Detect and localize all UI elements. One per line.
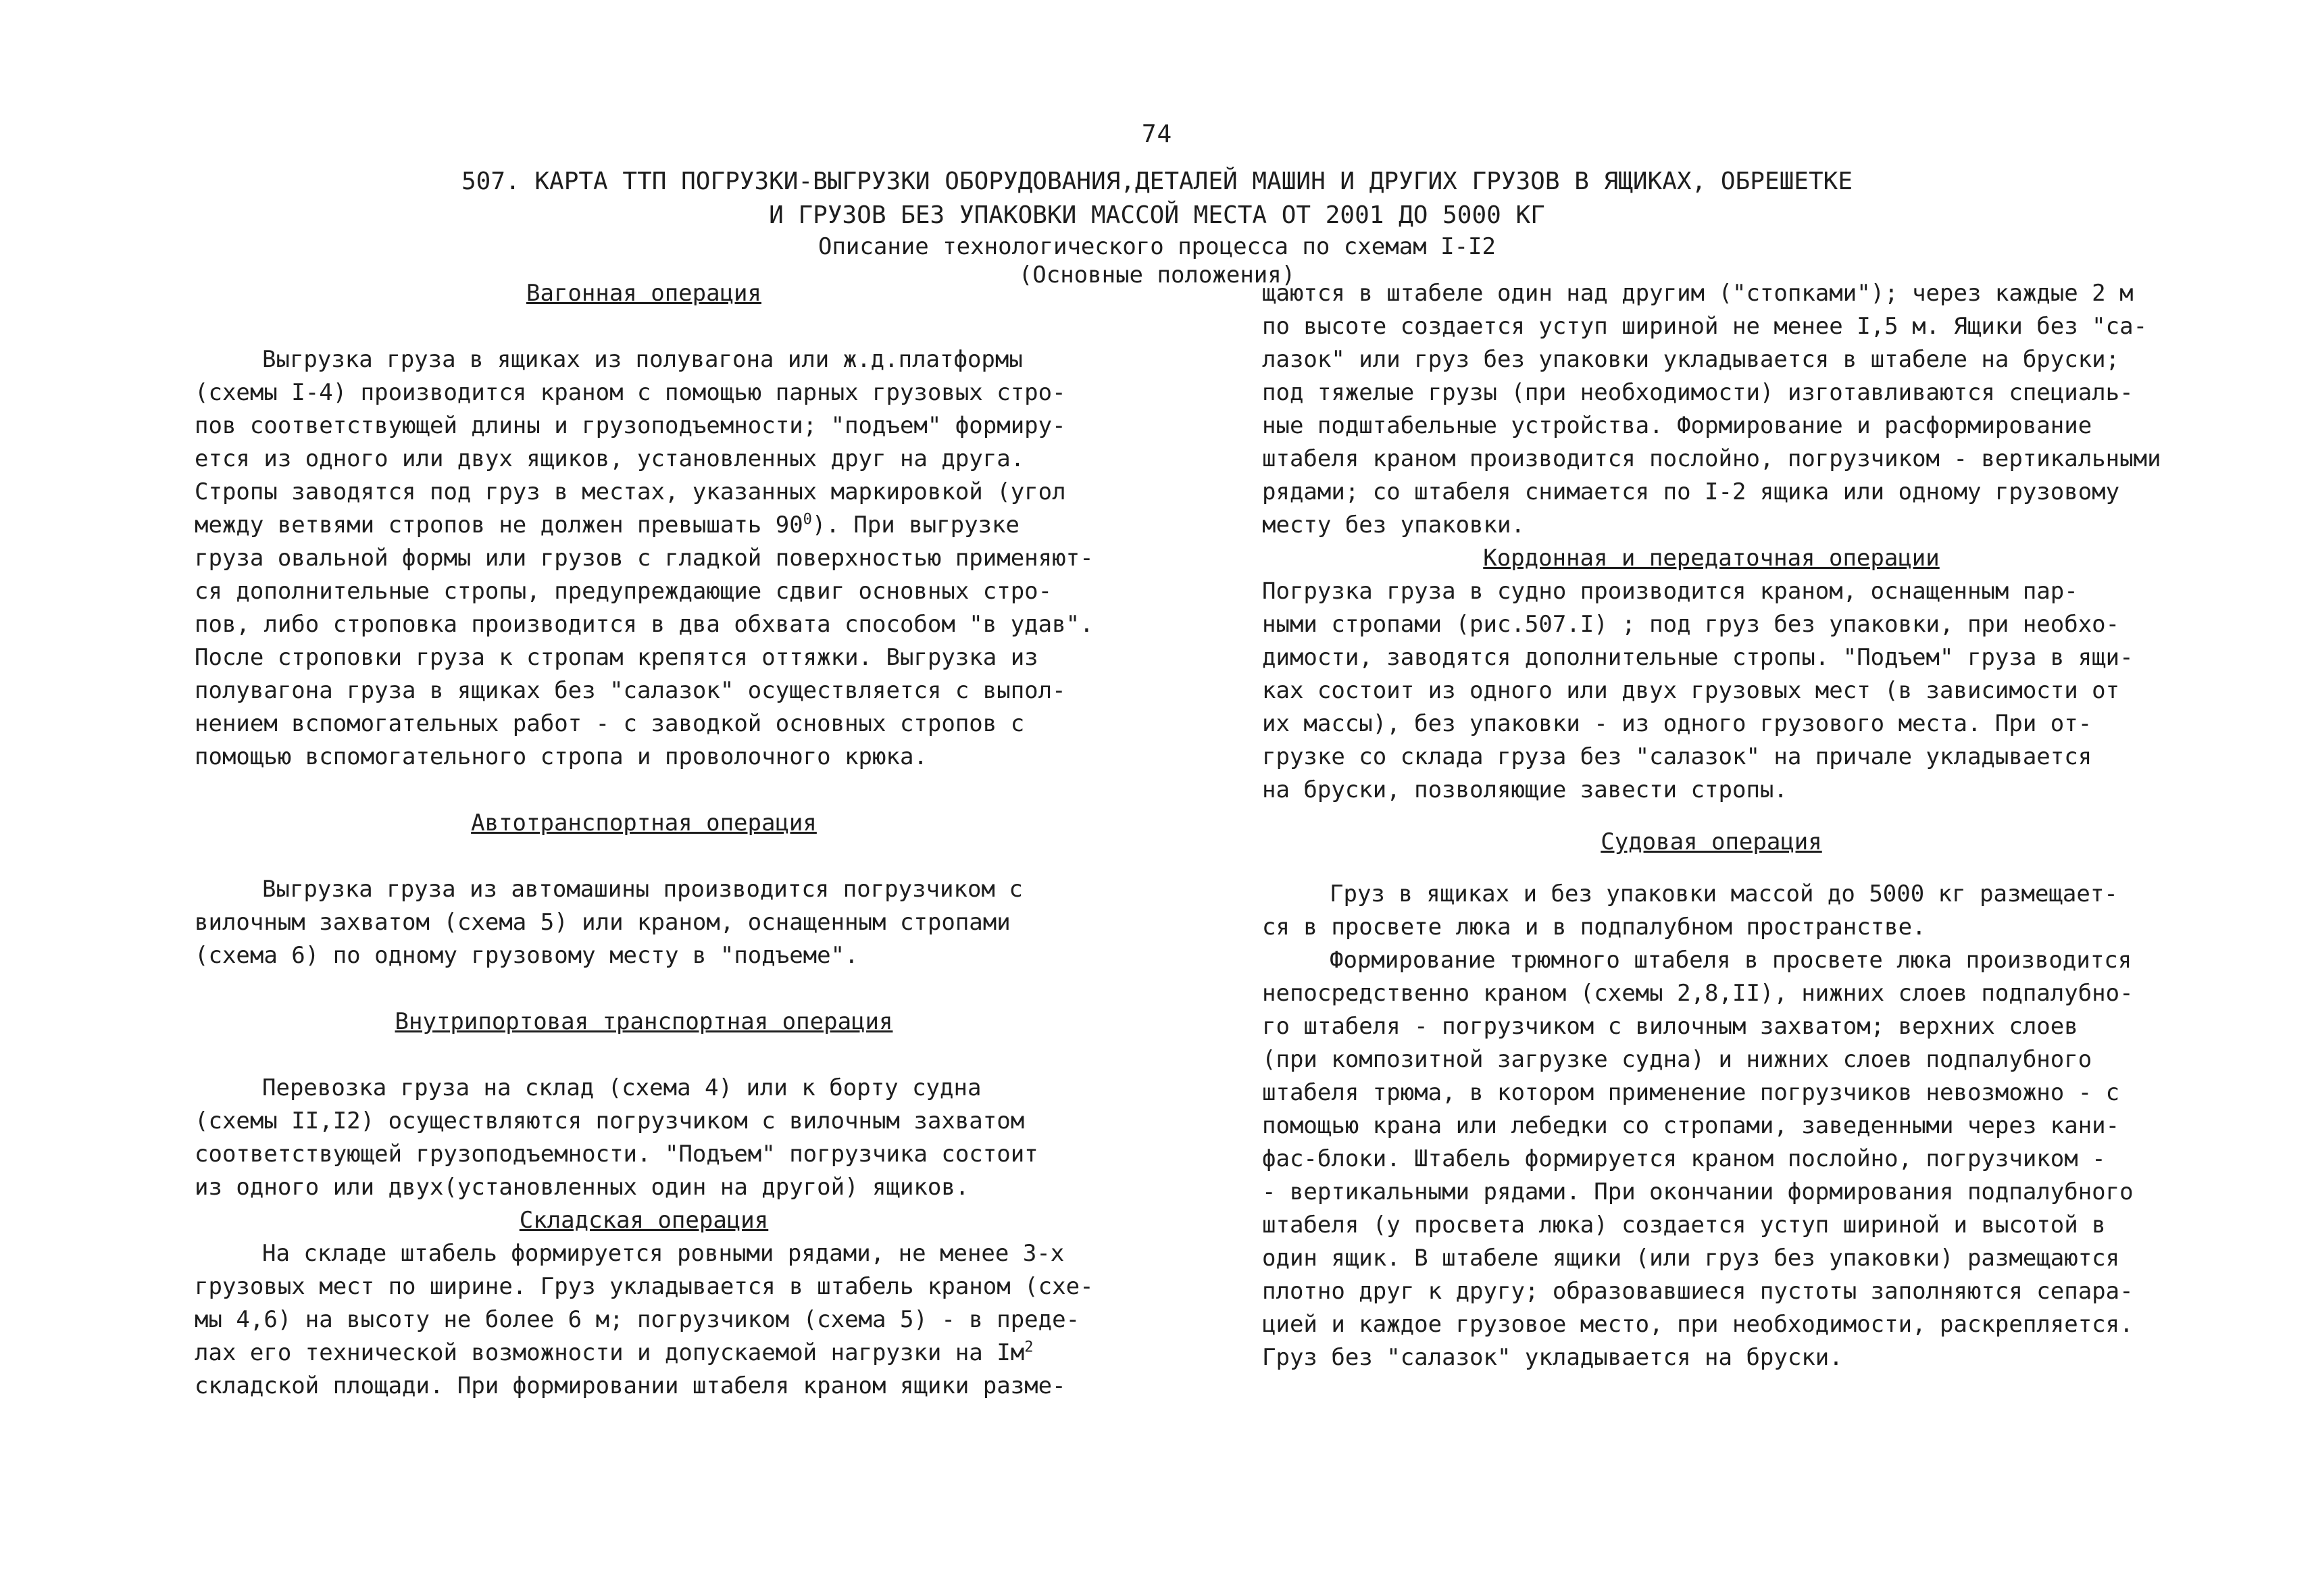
paragraph-line: Формирование трюмного штабеля в просвете люка производится <box>1330 947 2132 974</box>
square-superscript: 2 <box>1024 1339 1034 1356</box>
paragraph-line: под тяжелые грузы (при необходимости) изготавливаются специаль- <box>1262 379 2134 406</box>
paragraph-line: груза овальной формы или грузов с гладкой поверхностью применяют- <box>195 545 1094 572</box>
text-run: лах его технической возможности и допускаемой нагрузки на Iм <box>195 1339 1025 1366</box>
paragraph-line: ными стропами (рис.507.I) ; под груз без упаковки, при необхо- <box>1262 611 2120 638</box>
text-run: ). При выгрузке <box>811 512 1020 539</box>
paragraph-line: (схемы I-4) производится краном с помощью парных грузовых стро- <box>195 379 1066 406</box>
paragraph-line: соответствующей грузоподъемности. "Подъем" погрузчика состоит <box>195 1141 1038 1168</box>
paragraph-line: цией и каждое грузовое место, при необходимости, раскрепляется. <box>1262 1311 2134 1338</box>
paragraph-line: штабеля краном производится послойно, погрузчиком - вертикальными <box>1262 445 2161 472</box>
paragraph-line: Выгрузка груза в ящиках из полувагона или ж.д.платформы <box>262 346 1023 373</box>
paragraph-line: (схема 6) по одному грузовому месту в "подъеме". <box>195 942 859 969</box>
title-line-2: И ГРУЗОВ БЕЗ УПАКОВКИ МАССОЙ МЕСТА ОТ 2001 ДО 5000 КГ <box>769 201 1545 229</box>
paragraph-line: (схемы II,I2) осуществляются погрузчиком с вилочным захватом <box>195 1107 1025 1134</box>
paragraph-line: го штабеля - погрузчиком с вилочным захватом; верхних слоев <box>1262 1013 2078 1040</box>
document-title <box>0 165 2314 289</box>
heading-auto-transport-operation: Автотранспортная операция <box>471 809 817 837</box>
paragraph-line: пов, либо строповка производится в два обхвата способом "в удав". <box>195 611 1094 638</box>
paragraph-line: димости, заводятся дополнительные стропы. "Подъем" груза в ящи- <box>1262 644 2134 671</box>
heading-wagon-operation: Вагонная операция <box>526 280 761 307</box>
paragraph-line: После строповки груза к стропам крепятся оттяжки. Выгрузка из <box>195 644 1038 671</box>
paragraph-line: мы 4,6) на высоту не более 6 м; погрузчиком (схема 5) - в преде- <box>195 1306 1080 1333</box>
paragraph-line: пов соответствующей длины и грузоподъемности; "подъем" формиру- <box>195 412 1066 439</box>
paragraph-line: месту без упаковки. <box>1262 512 1525 539</box>
paragraph-line: полувагона груза в ящиках без "салазок" осуществляется с выпол- <box>195 677 1066 704</box>
paragraph-line: (при композитной загрузке судна) и нижних слоев подпалубного <box>1262 1046 2092 1073</box>
paragraph-line: ся в просвете люка и в подпалубном пространстве. <box>1262 914 1926 941</box>
paragraph-line: лазок" или груз без упаковки укладывается в штабеле на бруски; <box>1262 346 2120 373</box>
paragraph-line: Груз без "салазок" укладывается на бруски. <box>1262 1344 1843 1371</box>
degree-superscript: 0 <box>803 511 812 528</box>
paragraph-line: грузке со склада груза без "салазок" на причале укладывается <box>1262 743 2092 770</box>
text-run: между ветвями стропов не должен превышать 90 <box>195 512 803 539</box>
paragraph-line: помощью вспомогательного стропа и проволочного крюка. <box>195 743 928 770</box>
right-column <box>1262 277 2161 1374</box>
paragraph-line: их массы), без упаковки - из одного грузового места. При от- <box>1262 710 2092 737</box>
paragraph-line: ные подштабельные устройства. Формирование и расформирование <box>1262 412 2092 439</box>
heading-ship-operation: Судовая операция <box>1601 828 1822 855</box>
paragraph-line: штабеля (у просвета люка) создается уступ шириной и высотой в <box>1262 1212 2106 1239</box>
paragraph-line: нением вспомогательных работ - с заводкой основных стропов с <box>195 710 1025 737</box>
paragraph-line: грузовых мест по ширине. Груз укладывается в штабель краном (схе- <box>195 1273 1094 1300</box>
paragraph-line: ется из одного или двух ящиков, установленных друг на друга. <box>195 445 1025 472</box>
paragraph-line: щаются в штабеле один над другим ("стопками"); через каждые 2 м <box>1262 280 2134 307</box>
paragraph-line: непосредственно краном (схемы 2,8,II), нижних слоев подпалубно- <box>1262 980 2134 1007</box>
paragraph-line: плотно друг к другу; образовавшиеся пустоты заполняются сепара- <box>1262 1278 2134 1305</box>
heading-berth-transfer-operations: Кордонная и передаточная операции <box>1483 545 1940 572</box>
paragraph-line: рядами; со штабеля снимается по I-2 ящика или одному грузовому <box>1262 478 2120 505</box>
paragraph-line: один ящик. В штабеле ящики (или груз без упаковки) размещаются <box>1262 1245 2120 1272</box>
heading-warehouse-operation: Складская операция <box>519 1207 769 1234</box>
paragraph-line: по высоте создается уступ шириной не менее I,5 м. Ящики без "са- <box>1262 313 2148 340</box>
paragraph-line: Груз в ящиках и без упаковки массой до 5000 кг размещает- <box>1330 880 2118 907</box>
paragraph-line: Погрузка груза в судно производится краном, оснащенным пар- <box>1262 578 2078 605</box>
paragraph-line: штабеля трюма, в котором применение погрузчиков невозможно - с <box>1262 1079 2120 1106</box>
page-number: 74 <box>1141 120 1173 148</box>
paragraph-line: из одного или двух(установленных один на другой) ящиков. <box>195 1174 970 1201</box>
paragraph-line: на бруски, позволяющие завести стропы. <box>1262 776 1788 803</box>
paragraph-line: - вертикальными рядами. При окончании формирования подпалубного <box>1262 1178 2134 1205</box>
paragraph-line: фас-блоки. Штабель формируется краном послойно, погрузчиком - <box>1262 1145 2106 1172</box>
paragraph-line: На складе штабель формируется ровными рядами, не менее 3-х <box>262 1240 1065 1267</box>
paragraph-line: помощью крана или лебедки со стропами, заведенными через кани- <box>1262 1112 2120 1139</box>
paragraph-line: Выгрузка груза из автомашины производится погрузчиком с <box>262 876 1023 903</box>
paragraph-line <box>195 1337 1093 1370</box>
heading-intraport-transport-operation: Внутрипортовая транспортная операция <box>395 1008 893 1035</box>
subtitle-line-1: Описание технологического процесса по схемам I-I2 <box>818 233 1496 260</box>
paragraph-line: Стропы заводятся под груз в местах, указанных маркировкой (угол <box>195 478 1066 505</box>
paragraph-line: складской площади. При формировании штабеля краном ящики разме- <box>195 1372 1066 1399</box>
title-line-1: 507. КАРТА ТТП ПОГРУЗКИ-ВЫГРУЗКИ ОБОРУДОВАНИЯ,ДЕТАЛЕЙ МАШИН И ДРУГИХ ГРУЗОВ В ЯЩИКАХ, ОБРЕШЕТКЕ <box>461 168 1853 195</box>
paragraph-line <box>195 509 1093 542</box>
paragraph-line: Перевозка груза на склад (схема 4) или к борту судна <box>262 1074 982 1101</box>
subtitle-line-2: (Основные положения) <box>1018 261 1296 289</box>
left-column <box>195 277 1093 1403</box>
paragraph-line: ках состоит из одного или двух грузовых мест (в зависимости от <box>1262 677 2120 704</box>
paragraph-line: ся дополнительные стропы, предупреждающие сдвиг основных стро- <box>195 578 1053 605</box>
paragraph-line: вилочным захватом (схема 5) или краном, оснащенным стропами <box>195 909 1011 936</box>
